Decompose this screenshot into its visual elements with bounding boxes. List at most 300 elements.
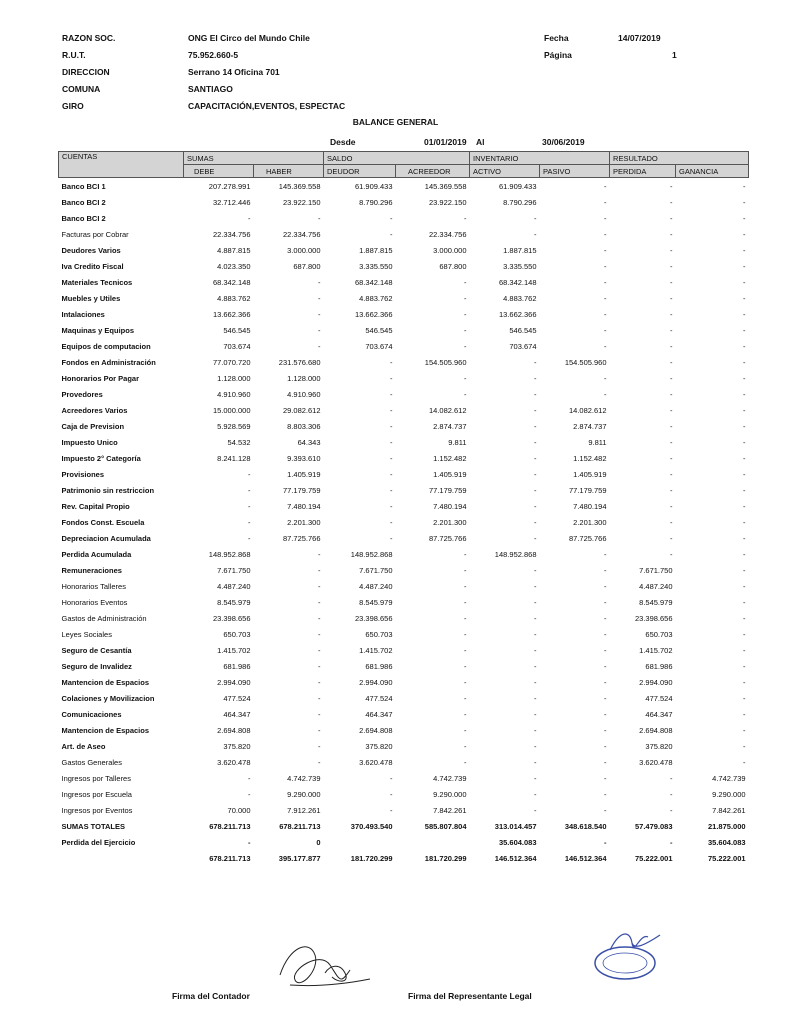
cell-haber: 23.922.150	[282, 197, 321, 207]
cell-ganancia: -	[743, 517, 746, 527]
account-name: Acreedores Varios	[61, 405, 128, 415]
cell-ganancia: -	[743, 565, 746, 575]
cell-acreedor: 9.811	[448, 437, 467, 447]
account-name: Perdida del Ejercicio	[61, 837, 136, 847]
cell-haber: 87.725.766	[282, 533, 321, 543]
cell-activo: -	[534, 661, 537, 671]
cell-perdida: 4.487.240	[639, 581, 673, 591]
cell-ganancia: -	[743, 549, 746, 559]
cell-haber: -	[318, 725, 321, 735]
cell-activo: -	[534, 645, 537, 655]
cell-acreedor: 1.152.482	[433, 453, 467, 463]
account-name: Gastos Generales	[61, 757, 122, 767]
account-name: Equipos de computacion	[61, 341, 151, 351]
account-name: Impuesto 2° Categoría	[61, 453, 141, 463]
cell-ganancia: -	[743, 613, 746, 623]
cell-haber: -	[318, 565, 321, 575]
cell-debe: 678.211.713	[209, 853, 251, 863]
cell-deudor: 68.342.148	[354, 277, 393, 287]
cell-pasivo: -	[604, 293, 607, 303]
cell-debe: 23.398.656	[212, 613, 251, 623]
cell-ganancia: -	[743, 757, 746, 767]
cell-ganancia: -	[743, 693, 746, 703]
account-name: Maquinas y Equipos	[61, 325, 135, 335]
cell-haber: 9.290.000	[287, 789, 321, 799]
col-ganancia: GANANCIA	[676, 165, 749, 178]
cell-pasivo: -	[604, 581, 607, 591]
cell-pasivo: 1.405.919	[573, 469, 607, 479]
account-name: Honorarios Por Pagar	[61, 373, 140, 383]
account-name: SUMAS TOTALES	[61, 821, 125, 831]
cell-perdida: -	[670, 293, 673, 303]
cell-pasivo: -	[604, 805, 607, 815]
al-value: 30/06/2019	[542, 137, 585, 147]
cell-haber: -	[318, 549, 321, 559]
cell-ganancia: -	[743, 309, 746, 319]
cell-haber: 1.405.919	[287, 469, 321, 479]
cell-activo: -	[534, 613, 537, 623]
cell-pasivo: -	[604, 709, 607, 719]
cell-perdida: -	[670, 469, 673, 479]
cell-haber: 395.177.877	[278, 853, 321, 863]
cell-activo: -	[534, 805, 537, 815]
cell-pasivo: -	[604, 757, 607, 767]
table-row	[59, 386, 749, 402]
cell-haber: 3.000.000	[287, 245, 321, 255]
cell-pasivo: -	[604, 277, 607, 287]
cell-deudor: 1.887.815	[359, 245, 393, 255]
account-name: Comunicaciones	[61, 709, 122, 719]
cell-debe: 22.334.756	[212, 229, 251, 239]
table-row	[59, 562, 749, 578]
cell-debe: -	[248, 469, 251, 479]
cell-activo: 313.014.457	[494, 821, 537, 831]
cell-perdida: 23.398.656	[634, 613, 673, 623]
cell-acreedor: -	[464, 725, 467, 735]
cell-ganancia: -	[743, 677, 746, 687]
cell-acreedor: 7.480.194	[433, 501, 467, 511]
cell-acreedor: -	[464, 565, 467, 575]
cell-deudor: 4.883.762	[359, 293, 393, 303]
cell-acreedor: 3.000.000	[433, 245, 467, 255]
col-deudor: DEUDOR	[324, 165, 396, 178]
cell-ganancia: -	[743, 373, 746, 383]
cell-debe: 77.070.720	[212, 357, 251, 367]
table-row	[59, 210, 749, 226]
cell-acreedor: -	[464, 597, 467, 607]
cell-perdida: -	[670, 405, 673, 415]
cell-deudor: -	[390, 453, 393, 463]
balance-rows	[59, 178, 749, 867]
cell-acreedor: -	[464, 677, 467, 687]
cell-activo: 148.952.868	[494, 549, 537, 559]
cell-deudor: 2.694.808	[359, 725, 393, 735]
cell-activo: 13.662.366	[498, 309, 537, 319]
cell-activo: 3.335.550	[503, 261, 537, 271]
cell-pasivo: -	[604, 213, 607, 223]
cell-acreedor: -	[464, 549, 467, 559]
cell-perdida: -	[670, 197, 673, 207]
col-perdida: PERDIDA	[610, 165, 676, 178]
account-name: Facturas por Cobrar	[61, 229, 129, 239]
cell-ganancia: -	[743, 645, 746, 655]
sumas-totales-row	[59, 818, 749, 834]
cell-activo: 35.604.083	[498, 837, 537, 847]
cell-deudor: -	[390, 517, 393, 527]
cell-perdida: -	[670, 805, 673, 815]
account-name	[59, 850, 184, 866]
cell-perdida: -	[670, 309, 673, 319]
cell-ganancia: 35.604.083	[708, 837, 746, 847]
cell-acreedor: -	[464, 581, 467, 591]
al-label: Al	[476, 137, 485, 147]
cell-deudor: 2.994.090	[359, 677, 393, 687]
perdida-ejercicio-row	[59, 834, 749, 850]
cell-activo: 8.790.296	[503, 197, 537, 207]
cell-debe: 477.524	[223, 693, 251, 703]
cell-pasivo: 348.618.540	[564, 821, 607, 831]
cell-acreedor: -	[464, 741, 467, 751]
cell-pasivo: -	[604, 613, 607, 623]
cell-ganancia: -	[743, 261, 746, 271]
direccion-value: Serrano 14 Oficina 701	[188, 67, 280, 77]
account-name: Ingresos por Eventos	[61, 805, 133, 815]
cell-activo: -	[534, 213, 537, 223]
table-row	[59, 706, 749, 722]
table-row	[59, 802, 749, 818]
table-row	[59, 722, 749, 738]
cell-ganancia: -	[743, 181, 746, 191]
cell-haber: -	[318, 645, 321, 655]
cell-activo: -	[534, 565, 537, 575]
cell-deudor: -	[390, 405, 393, 415]
cell-deudor: -	[390, 373, 393, 383]
balance-table	[58, 151, 749, 866]
cell-pasivo: 154.505.960	[564, 357, 607, 367]
cell-deudor: -	[390, 229, 393, 239]
cell-haber: 9.393.610	[287, 453, 321, 463]
cell-haber: -	[318, 325, 321, 335]
cell-debe: 54.532	[227, 437, 251, 447]
account-name: Banco BCI 2	[61, 213, 106, 223]
account-name: Fondos en Administración	[61, 357, 156, 367]
cell-debe: 681.986	[223, 661, 251, 671]
cell-debe: 650.703	[223, 629, 251, 639]
cell-ganancia: -	[743, 405, 746, 415]
cell-haber: 77.179.759	[282, 485, 321, 495]
cell-deudor: -	[390, 773, 393, 783]
cell-pasivo: -	[604, 597, 607, 607]
cell-deudor	[324, 834, 396, 850]
contador-signature-label: Firma del Contador	[172, 991, 250, 1001]
group-header-row	[59, 152, 749, 165]
cell-activo: -	[534, 533, 537, 543]
cell-perdida: 2.694.808	[639, 725, 673, 735]
cell-pasivo: 77.179.759	[568, 485, 607, 495]
cell-debe: 678.211.713	[209, 821, 251, 831]
table-row	[59, 434, 749, 450]
cell-perdida: 7.671.750	[639, 565, 673, 575]
cell-ganancia: 21.875.000	[708, 821, 746, 831]
cell-acreedor: 14.082.612	[428, 405, 467, 415]
cell-deudor: 681.986	[365, 661, 393, 671]
cell-debe: 32.712.446	[212, 197, 251, 207]
cell-deudor: 7.671.750	[359, 565, 393, 575]
table-row	[59, 546, 749, 562]
desde-value: 01/01/2019	[424, 137, 467, 147]
table-row	[59, 322, 749, 338]
account-name: Provisiones	[61, 469, 105, 479]
cell-haber: 7.480.194	[287, 501, 321, 511]
cell-haber: -	[318, 757, 321, 767]
cell-perdida: 8.545.979	[639, 597, 673, 607]
account-name: Materiales Tecnicos	[61, 277, 133, 287]
cell-perdida: -	[670, 533, 673, 543]
cell-perdida: 2.994.090	[639, 677, 673, 687]
cell-perdida: 681.986	[645, 661, 673, 671]
cell-pasivo: -	[604, 565, 607, 575]
cell-pasivo: -	[604, 789, 607, 799]
cell-deudor: -	[390, 485, 393, 495]
cell-deudor: 370.493.540	[350, 821, 393, 831]
cell-deudor: 3.335.550	[359, 261, 393, 271]
cell-haber: 231.576.680	[278, 357, 321, 367]
cell-debe: 148.952.868	[208, 549, 251, 559]
account-name: Perdida Acumulada	[61, 549, 132, 559]
cell-debe: 4.887.815	[217, 245, 251, 255]
cell-haber: 64.343	[297, 437, 321, 447]
account-name: Deudores Varios	[61, 245, 121, 255]
account-name: Ingresos por Escuela	[61, 789, 132, 799]
table-row	[59, 258, 749, 274]
cell-debe: 546.545	[223, 325, 251, 335]
cell-pasivo: -	[604, 261, 607, 271]
cell-perdida: -	[670, 773, 673, 783]
cell-activo: -	[534, 389, 537, 399]
account-name: Intalaciones	[61, 309, 105, 319]
cell-debe: 4.910.960	[217, 389, 251, 399]
cell-acreedor: -	[464, 645, 467, 655]
cell-activo: -	[534, 437, 537, 447]
cell-deudor: 13.662.366	[354, 309, 393, 319]
table-row	[59, 274, 749, 290]
cell-acreedor: 1.405.919	[433, 469, 467, 479]
cell-debe: -	[248, 213, 251, 223]
cell-acreedor: -	[464, 661, 467, 671]
cell-pasivo: -	[604, 197, 607, 207]
cell-acreedor: -	[464, 629, 467, 639]
cell-ganancia: -	[743, 293, 746, 303]
fecha-value: 14/07/2019	[618, 33, 661, 43]
cell-haber: -	[318, 277, 321, 287]
cell-perdida: -	[670, 261, 673, 271]
cell-debe: 464.347	[223, 709, 251, 719]
cell-activo: 703.674	[509, 341, 537, 351]
cell-debe: 13.662.366	[212, 309, 251, 319]
cell-perdida: -	[670, 517, 673, 527]
cell-acreedor: 181.720.299	[424, 853, 467, 863]
cell-haber: -	[318, 581, 321, 591]
table-row	[59, 690, 749, 706]
cell-debe: -	[248, 773, 251, 783]
cell-haber: 687.800	[293, 261, 321, 271]
cell-haber: -	[318, 213, 321, 223]
cell-deudor: -	[390, 213, 393, 223]
table-row	[59, 402, 749, 418]
col-sumas: SUMAS	[184, 152, 324, 165]
account-name: Seguro de Cesantía	[61, 645, 132, 655]
col-resultado: RESULTADO	[610, 152, 749, 165]
cell-ganancia: -	[743, 437, 746, 447]
col-activo: ACTIVO	[470, 165, 540, 178]
account-name: Colaciones y Movilizacion	[61, 693, 155, 703]
cell-activo: -	[534, 405, 537, 415]
cell-deudor: 477.524	[365, 693, 393, 703]
cell-ganancia: 7.842.261	[712, 805, 746, 815]
account-name: Ingresos por Talleres	[61, 773, 131, 783]
cell-pasivo: -	[604, 693, 607, 703]
cell-acreedor: 23.922.150	[428, 197, 467, 207]
desde-label: Desde	[330, 137, 356, 147]
cell-perdida: -	[670, 789, 673, 799]
cell-perdida: -	[670, 277, 673, 287]
cell-perdida: -	[670, 437, 673, 447]
table-row	[59, 642, 749, 658]
cell-acreedor: -	[464, 389, 467, 399]
cell-pasivo: 2.201.300	[573, 517, 607, 527]
cell-ganancia: -	[743, 597, 746, 607]
cell-acreedor: 9.290.000	[433, 789, 467, 799]
table-row	[59, 786, 749, 802]
cell-ganancia: -	[743, 325, 746, 335]
cell-deudor: 8.790.296	[359, 197, 393, 207]
cell-ganancia: -	[743, 453, 746, 463]
cell-perdida: -	[670, 485, 673, 495]
table-row	[59, 354, 749, 370]
cell-debe: 4.883.762	[217, 293, 251, 303]
cell-pasivo: -	[604, 181, 607, 191]
col-cuentas: CUENTAS	[59, 152, 184, 178]
cell-perdida: -	[670, 213, 673, 223]
cell-deudor: 23.398.656	[354, 613, 393, 623]
cell-deudor: -	[390, 357, 393, 367]
col-haber: HABER	[254, 165, 324, 178]
cell-acreedor: -	[464, 325, 467, 335]
cell-acreedor: -	[464, 213, 467, 223]
cell-debe: 68.342.148	[212, 277, 251, 287]
cell-pasivo: -	[604, 741, 607, 751]
cell-acreedor: 22.334.756	[428, 229, 467, 239]
cell-haber: 22.334.756	[282, 229, 321, 239]
cell-ganancia: -	[743, 341, 746, 351]
cell-deudor: 181.720.299	[350, 853, 393, 863]
cell-deudor: 375.820	[365, 741, 393, 751]
cell-perdida: -	[670, 245, 673, 255]
cell-ganancia: -	[743, 245, 746, 255]
account-name: Banco BCI 1	[61, 181, 106, 191]
cell-pasivo: -	[604, 549, 607, 559]
cell-debe: -	[248, 485, 251, 495]
cell-deudor: -	[390, 421, 393, 431]
cell-activo: -	[534, 581, 537, 591]
cell-activo: -	[534, 725, 537, 735]
table-row	[59, 658, 749, 674]
col-saldo: SALDO	[324, 152, 470, 165]
cell-haber: 1.128.000	[287, 373, 321, 383]
table-row	[59, 610, 749, 626]
cell-pasivo: -	[604, 677, 607, 687]
cell-haber: -	[318, 677, 321, 687]
cell-deudor: 650.703	[365, 629, 393, 639]
cell-debe: 207.278.991	[208, 181, 251, 191]
cell-acreedor: -	[464, 693, 467, 703]
cell-activo: -	[534, 485, 537, 495]
cell-deudor: 464.347	[365, 709, 393, 719]
cell-pasivo: -	[604, 341, 607, 351]
cell-haber: 4.910.960	[287, 389, 321, 399]
cell-deudor: -	[390, 501, 393, 511]
cell-deudor: -	[390, 437, 393, 447]
account-name: Mantencion de Espacios	[61, 677, 150, 687]
cell-activo: -	[534, 741, 537, 751]
cell-perdida: -	[670, 373, 673, 383]
cell-pasivo: 87.725.766	[568, 533, 607, 543]
cell-deudor: -	[390, 805, 393, 815]
cell-perdida: 650.703	[645, 629, 673, 639]
cell-ganancia: -	[743, 229, 746, 239]
account-name: Muebles y Utiles	[61, 293, 121, 303]
cell-pasivo: -	[604, 629, 607, 639]
account-name: Rev. Capital Propio	[61, 501, 130, 511]
cell-activo: -	[534, 757, 537, 767]
cell-ganancia: -	[743, 357, 746, 367]
table-row	[59, 530, 749, 546]
cell-acreedor: 4.742.739	[433, 773, 467, 783]
cell-haber: -	[318, 293, 321, 303]
cell-debe: 4.023.350	[217, 261, 251, 271]
cell-perdida: -	[670, 421, 673, 431]
col-pasivo: PASIVO	[540, 165, 610, 178]
cell-perdida: -	[670, 501, 673, 511]
razon-label: RAZON SOC.	[62, 33, 116, 43]
cell-acreedor: 7.842.261	[433, 805, 467, 815]
cell-debe: 5.928.569	[217, 421, 251, 431]
cell-acreedor: -	[464, 277, 467, 287]
table-row	[59, 674, 749, 690]
cell-activo: -	[534, 709, 537, 719]
cell-activo: -	[534, 229, 537, 239]
account-name: Mantencion de Espacios	[61, 725, 150, 735]
giro-value: CAPACITACIÓN,EVENTOS, ESPECTAC	[188, 101, 346, 111]
cell-ganancia: 75.222.001	[708, 853, 746, 863]
cell-ganancia: -	[743, 533, 746, 543]
representante-signature-label: Firma del Representante Legal	[408, 991, 532, 1001]
cell-haber: -	[318, 709, 321, 719]
cell-pasivo: -	[604, 245, 607, 255]
cell-deudor: -	[390, 789, 393, 799]
cell-perdida: -	[670, 181, 673, 191]
cell-activo: -	[534, 517, 537, 527]
account-name: Art. de Aseo	[61, 741, 106, 751]
cell-ganancia: -	[743, 421, 746, 431]
cell-acreedor: -	[464, 309, 467, 319]
cell-ganancia: 4.742.739	[712, 773, 746, 783]
cell-activo: -	[534, 677, 537, 687]
account-name: Iva Credito Fiscal	[61, 261, 124, 271]
cell-pasivo: 7.480.194	[573, 501, 607, 511]
account-name: Leyes Sociales	[61, 629, 112, 639]
cell-perdida: 1.415.702	[639, 645, 673, 655]
